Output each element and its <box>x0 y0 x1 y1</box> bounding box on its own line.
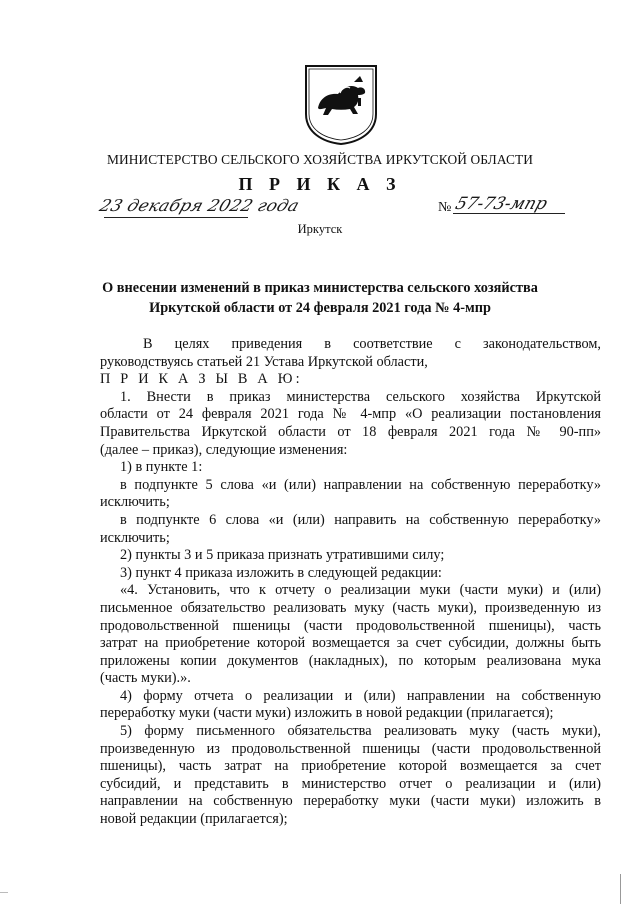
body-line: пшеницы), часть затрат на приобретение которой возмещается за счет <box>100 758 601 775</box>
body-line: в подпункте 5 слова «и (или) направлении на собственную переработку» <box>120 476 601 493</box>
body-line: продовольственной пшеницы (части продовольственной пшеницы), часть <box>100 617 601 634</box>
body-line: 5) форму письменного обязательства реализовать муку (часть муки), <box>120 723 601 740</box>
number-underline <box>453 213 565 214</box>
body-line: переработку муки (части муки) изложить в новой редакции (прилагается); <box>100 705 554 722</box>
document-type-heading: П Р И К А З <box>238 174 402 194</box>
scan-artifact <box>620 874 621 904</box>
document-title <box>80 279 560 318</box>
body-line: направлении на собственную переработку муки (части муки) изложить в <box>100 793 601 810</box>
title-line: Иркутской области от 24 февраля 2021 года № 4-мпр <box>149 299 491 316</box>
body-line: 1. Внести в приказ министерства сельского хозяйства Иркутской <box>120 388 601 405</box>
body-line: письменное обязательство реализовать муку (часть муки), произведенную из <box>100 599 601 616</box>
order-word: П Р И К А З Ы В А Ю: <box>100 371 303 388</box>
date-underline <box>104 217 248 218</box>
body-line: произведенную из продовольственной пшеницы (части продовольственной <box>100 740 601 757</box>
body-line: руководствуясь статьей 21 Устава Иркутской области, <box>100 353 428 370</box>
handwritten-number: 57-73-мпр <box>452 194 550 214</box>
body-line: 1) в пункте 1: <box>120 459 203 476</box>
body-line: «4. Установить, что к отчету о реализации муки (части муки) и (или) <box>120 582 601 599</box>
body-line: приложены копии документов (накладных), по которым реализована мука <box>100 652 601 669</box>
handwritten-date: 23 декабря 2022 года <box>96 196 302 216</box>
city-name: Иркутск <box>297 222 343 236</box>
body-line: новой редакции (прилагается); <box>100 811 288 828</box>
ministry-name: МИНИСТЕРСТВО СЕЛЬСКОГО ХОЗЯЙСТВА ИРКУТСКОЙ ОБЛАСТИ <box>106 152 534 167</box>
scan-artifact <box>0 892 8 893</box>
title-line: О внесении изменений в приказ министерства сельского хозяйства <box>102 280 538 296</box>
body-line: (далее – приказ), следующие изменения: <box>100 441 348 458</box>
body-line: Правительства Иркутской области от 18 февраля 2021 года № 90-пп» <box>100 423 601 440</box>
body-line: исключить; <box>100 494 170 511</box>
number-prefix: № <box>438 200 452 215</box>
coat-of-arms-icon <box>302 62 380 146</box>
body-line: области от 24 февраля 2021 года № 4-мпр «О реализации постановления <box>100 406 601 423</box>
body-line: (часть муки).». <box>100 670 191 687</box>
body-line: исключить; <box>100 529 170 546</box>
body-line: 3) пункт 4 приказа изложить в следующей редакции: <box>120 564 442 581</box>
body-line: субсидий, и представить в министерство отчет о реализации и (или) <box>100 775 601 792</box>
body-line: В целях приведения в соответствие с законодательством, <box>143 336 601 352</box>
body-line: в подпункте 6 слова «и (или) направить на собственную переработку» <box>120 511 601 528</box>
document-body <box>100 336 601 829</box>
body-line: затрат на приобретение которой возмещается за счет субсидии, должны быть <box>100 635 601 652</box>
body-line: 2) пункты 3 и 5 приказа признать утратившими силу; <box>120 547 445 564</box>
body-line: 4) форму отчета о реализации и (или) направлении на собственную <box>120 687 601 704</box>
